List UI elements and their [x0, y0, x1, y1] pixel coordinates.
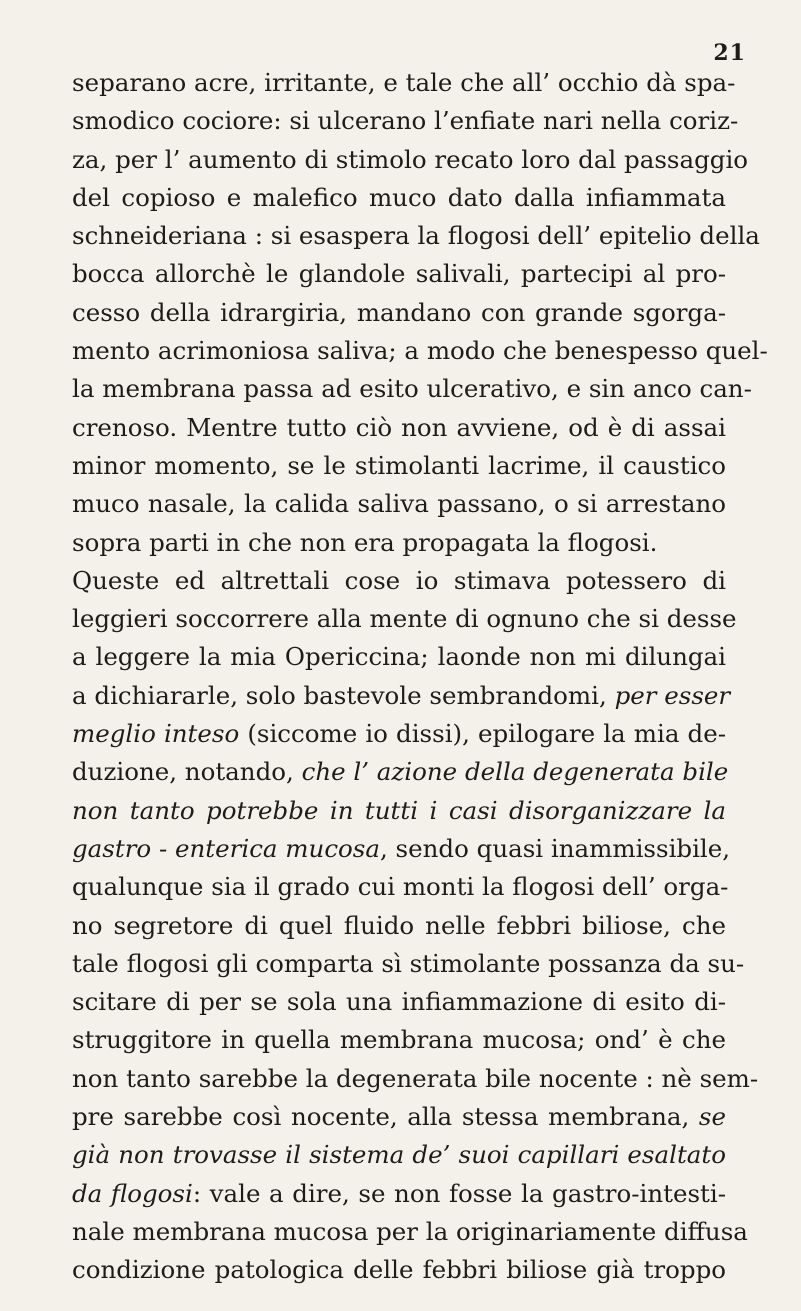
text-segment: minor momento, se le stimolanti lacrime, il caustico — [72, 450, 726, 480]
text-line — [72, 141, 749, 179]
text-segment: leggieri soccorrere alla mente di ognuno che si desse — [72, 604, 737, 634]
text-line — [72, 1136, 726, 1174]
text-line — [72, 1213, 748, 1251]
text-segment: del copioso e malefico muco dato dalla infiammata — [72, 182, 726, 212]
italic-text: da flogosi — [72, 1178, 193, 1208]
text-line — [72, 1175, 726, 1213]
text-line — [72, 409, 726, 447]
text-line — [72, 677, 731, 715]
text-line — [72, 753, 729, 791]
text-line — [72, 102, 739, 140]
text-line — [72, 830, 731, 868]
text-segment: crenoso. Mentre tutto ciò non avviene, od è di assai — [72, 412, 726, 442]
text-line — [72, 447, 726, 485]
text-line — [72, 255, 726, 293]
text-segment: bocca allorchè le glandole salivali, partecipi al pro- — [72, 259, 726, 289]
text-line — [72, 332, 768, 370]
text-segment: no segretore di quel fluido nelle febbri biliose, che — [72, 910, 726, 940]
text-line — [72, 792, 726, 830]
text-segment: : vale a dire, se non fosse la gastro-intesti- — [192, 1178, 726, 1208]
text-line — [72, 485, 726, 523]
text-segment: separano acre, irritante, e tale che all’ occhio dà spa- — [72, 68, 736, 97]
body-text — [72, 64, 768, 1290]
italic-text: per esser — [614, 680, 731, 710]
page-number: 21 — [713, 40, 746, 66]
text-line — [72, 945, 745, 983]
text-segment: pre sarebbe così nocente, alla stessa membrana, — [72, 1102, 699, 1132]
text-segment: , sendo quasi inammissibile, — [379, 833, 731, 863]
text-line — [72, 1098, 726, 1136]
text-segment: cesso della idrargiria, mandano con grande sgorga- — [72, 297, 726, 327]
text-segment: duzione, notando, — [72, 757, 302, 787]
text-segment: condizione patologica delle febbri biliose già troppo — [72, 1255, 726, 1285]
italic-text: se — [698, 1102, 726, 1132]
text-segment: non tanto sarebbe la degenerata bile nocente : nè sem- — [72, 1063, 759, 1093]
text-line — [72, 638, 726, 676]
text-line — [72, 562, 726, 600]
text-segment: sopra parti in che non era propagata la flogosi. — [72, 527, 658, 557]
text-segment: qualunque sia il grado cui monti la flogosi dell’ orga- — [72, 872, 729, 902]
italic-text: che l’ azione della degenerata bile — [301, 757, 729, 787]
text-line — [72, 1060, 759, 1098]
text-line — [72, 600, 737, 638]
text-segment: schneideriana : si esaspera la flogosi dell’ epitelio della — [72, 221, 760, 251]
text-line — [72, 217, 760, 255]
text-line — [72, 907, 726, 945]
text-line — [72, 983, 726, 1021]
text-line — [72, 715, 726, 753]
text-line — [72, 64, 736, 102]
text-line — [72, 1021, 726, 1059]
text-segment: (siccome io dissi), epilogare la mia de- — [239, 719, 726, 749]
text-segment: scitare di per se sola una infiammazione di esito di- — [72, 987, 726, 1017]
text-segment: tale flogosi gli comparta sì stimolante possanza da su- — [72, 948, 745, 978]
text-segment: muco nasale, la calida saliva passano, o si arrestano — [72, 489, 726, 519]
italic-text: gastro - enterica mucosa — [72, 833, 380, 863]
text-segment: a dichiararle, solo bastevole sembrandomi, — [72, 680, 615, 710]
text-segment: nale membrana mucosa per la originariamente diffusa — [72, 1216, 748, 1246]
text-segment: a leggere la mia Opericcina; laonde non mi dilungai — [72, 642, 726, 672]
italic-text: non tanto potrebbe in tutti i casi disorganizzare la — [72, 795, 726, 825]
text-line — [72, 868, 729, 906]
text-line — [72, 179, 726, 217]
italic-text: meglio inteso — [72, 719, 240, 749]
text-segment: la membrana passa ad esito ulcerativo, e sin anco can- — [72, 374, 752, 404]
text-segment: smodico cociore: si ulcerano l’enfiate nari nella coriz- — [72, 106, 739, 136]
text-line — [72, 1251, 726, 1289]
text-segment: struggitore in quella membrana mucosa; ond’ è che — [72, 1025, 726, 1055]
text-line — [72, 524, 726, 562]
text-line — [72, 370, 752, 408]
text-segment: za, per l’ aumento di stimolo recato loro dal passaggio — [72, 144, 749, 174]
text-line — [72, 294, 726, 332]
text-segment: mento acrimoniosa saliva; a modo che benespesso quel- — [72, 336, 768, 366]
text-segment: Queste ed altrettali cose io stimava potessero di — [72, 565, 726, 595]
italic-text: già non trovasse il sistema de’ suoi capillari esaltato — [72, 1140, 726, 1170]
